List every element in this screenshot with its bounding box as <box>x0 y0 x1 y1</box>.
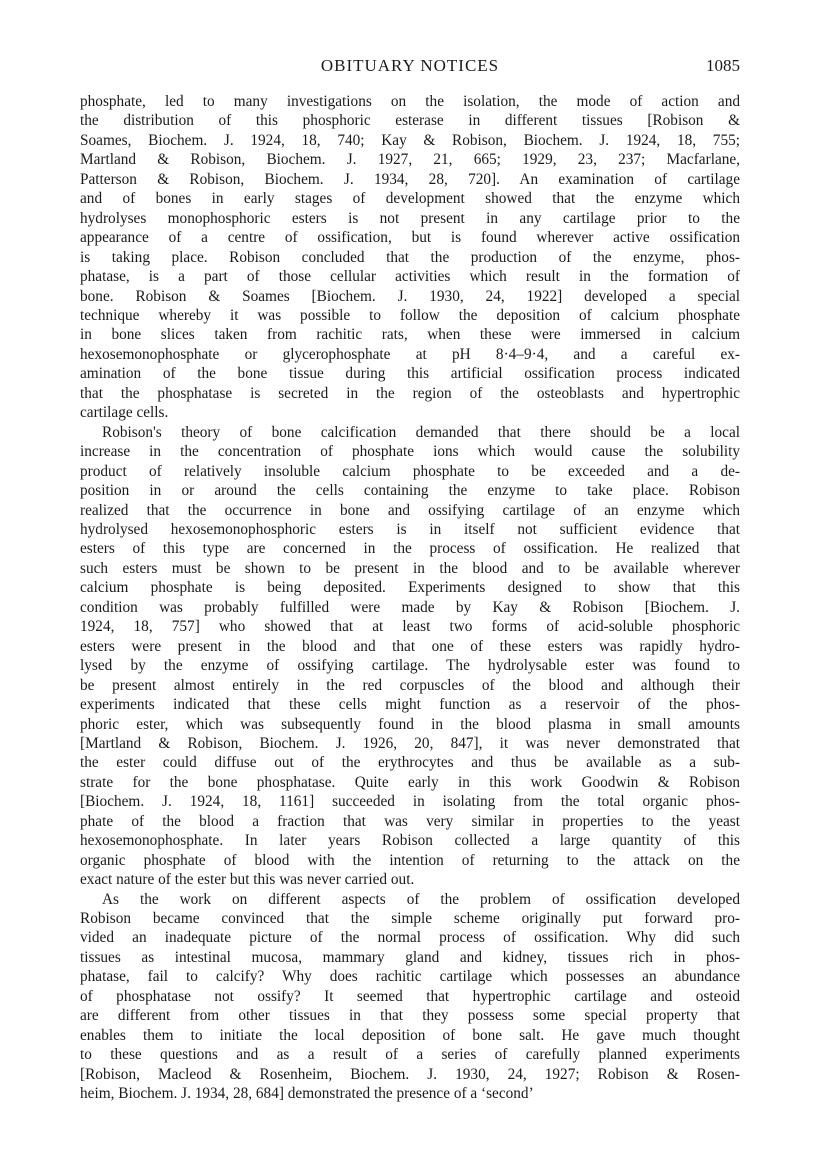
text-line: strate for the bone phosphatase. Quite early in this work Goodwin & Robison <box>80 773 740 791</box>
text-line: phate of the blood a fraction that was very similar in properties to the yeast <box>80 812 740 830</box>
text-line: appearance of a centre of ossification, but is found wherever active ossification <box>80 229 740 247</box>
text-line: the ester could diffuse out of the erythrocytes and thus be available as a sub- <box>80 754 740 772</box>
text-line: realized that the occurrence in bone and ossifying cartilage of an enzyme which <box>80 501 740 519</box>
text-line: exact nature of the ester but this was never carried out. <box>80 871 415 889</box>
text-line: vided an inadequate picture of the normal process of ossification. Why did such <box>80 929 740 947</box>
text-line: product of relatively insoluble calcium phosphate to be exceeded and a de- <box>80 462 740 480</box>
text-line: hydrolyses monophosphoric esters is not present in any cartilage prior to the <box>80 209 740 227</box>
text-line: Martland & Robison, Biochem. J. 1927, 21, 665; 1929, 23, 237; Macfarlane, <box>80 151 740 169</box>
text-line: is taking place. Robison concluded that the production of the enzyme, phos- <box>80 248 740 266</box>
paragraph <box>80 890 740 1104</box>
text-line: technique whereby it was possible to follow the deposition of calcium phosphate <box>80 306 740 324</box>
text-line: be present almost entirely in the red corpuscles of the blood and although their <box>80 676 740 694</box>
text-line: esters were present in the blood and that one of these esters was rapidly hydro- <box>80 637 740 655</box>
text-line: amination of the bone tissue during this artificial ossification process indicated <box>80 365 740 383</box>
text-line: enables them to initiate the local deposition of bone salt. He gave much thought <box>80 1026 740 1044</box>
text-line: phatase, is a part of those cellular activities which result in the formation of <box>80 268 740 286</box>
text-line: phosphate, led to many investigations on the isolation, the mode of action and <box>80 93 740 110</box>
text-line: of phosphatase not ossify? It seemed that hypertrophic cartilage and osteoid <box>80 987 740 1005</box>
text-line: calcium phosphate is being deposited. Experiments designed to show that this <box>80 579 740 597</box>
paragraph <box>80 423 740 890</box>
running-header <box>80 56 740 82</box>
text-line: tissues as intestinal mucosa, mammary gland and kidney, tissues rich in phos- <box>80 948 740 966</box>
text-line: condition was probably fulfilled were made by Kay & Robison [Biochem. J. <box>80 598 740 616</box>
text-line: organic phosphate of blood with the intention of returning to the attack on the <box>80 851 740 869</box>
text-line: bone. Robison & Soames [Biochem. J. 1930, 24, 1922] developed a special <box>80 287 740 305</box>
text-line: experiments indicated that these cells might function as a reservoir of the phos- <box>80 696 740 714</box>
text-line: are different from other tissues in that they possess some special property that <box>80 1007 740 1025</box>
text-line: hydrolysed hexosemonophosphoric esters is in itself not sufficient evidence that <box>80 520 740 538</box>
page <box>80 56 740 1104</box>
text-line: Robison's theory of bone calcification demanded that there should be a local <box>102 423 740 441</box>
text-line: [Martland & Robison, Biochem. J. 1926, 20, 847], it was never demonstrated that <box>80 734 740 752</box>
text-line: position in or around the cells containing the enzyme to take place. Robison <box>80 482 740 500</box>
text-line: and of bones in early stages of development showed that the enzyme which <box>80 190 740 208</box>
running-title: OBITUARY NOTICES <box>320 56 500 75</box>
text-line: increase in the concentration of phosphate ions which would cause the solubility <box>80 443 740 461</box>
text-line: heim, Biochem. J. 1934, 28, 684] demonstrated the presence of a ‘second’ <box>80 1085 534 1103</box>
text-line: Robison became convinced that the simple scheme originally put forward pro- <box>80 910 740 928</box>
text-line: 1924, 18, 757] who showed that at least two forms of acid-soluble phosphoric <box>80 618 740 636</box>
paragraph <box>80 92 740 423</box>
text-line: to these questions and as a result of a series of carefully planned experiments <box>80 1046 740 1064</box>
text-line: As the work on different aspects of the problem of ossification developed <box>102 890 740 908</box>
text-line: [Robison, Macleod & Rosenheim, Biochem. J. 1930, 24, 1927; Robison & Rosen- <box>80 1065 740 1083</box>
text-line: Soames, Biochem. J. 1924, 18, 740; Kay & Robison, Biochem. J. 1924, 18, 755; <box>80 131 740 149</box>
text-line: hexosemonophosphate. In later years Robison collected a large quantity of this <box>80 832 740 850</box>
text-line: esters of this type are concerned in the process of ossification. He realized that <box>80 540 740 558</box>
text-line: lysed by the enzyme of ossifying cartilage. The hydrolysable ester was found to <box>80 657 740 675</box>
text-line: phoric ester, which was subsequently found in the blood plasma in small amounts <box>80 715 740 733</box>
text-line: [Biochem. J. 1924, 18, 1161] succeeded in isolating from the total organic phos- <box>80 793 740 811</box>
article-body <box>80 92 740 1104</box>
text-line: such esters must be shown to be present in the blood and to be available wherever <box>80 559 740 577</box>
text-line: that the phosphatase is secreted in the region of the osteoblasts and hypertrophic <box>80 384 740 402</box>
page-number: 1085 <box>706 56 740 75</box>
text-line: phatase, fail to calcify? Why does rachitic cartilage which possesses an abundance <box>80 968 740 986</box>
text-line: Patterson & Robison, Biochem. J. 1934, 28, 720]. An examination of cartilage <box>80 170 740 188</box>
text-line: in bone slices taken from rachitic rats, when these were immersed in calcium <box>80 326 740 344</box>
text-line: cartilage cells. <box>80 404 169 422</box>
text-line: hexosemonophosphate or glycerophosphate at pH 8·4–9·4, and a careful ex- <box>80 345 740 363</box>
text-line: the distribution of this phosphoric esterase in different tissues [Robison & <box>80 112 740 130</box>
